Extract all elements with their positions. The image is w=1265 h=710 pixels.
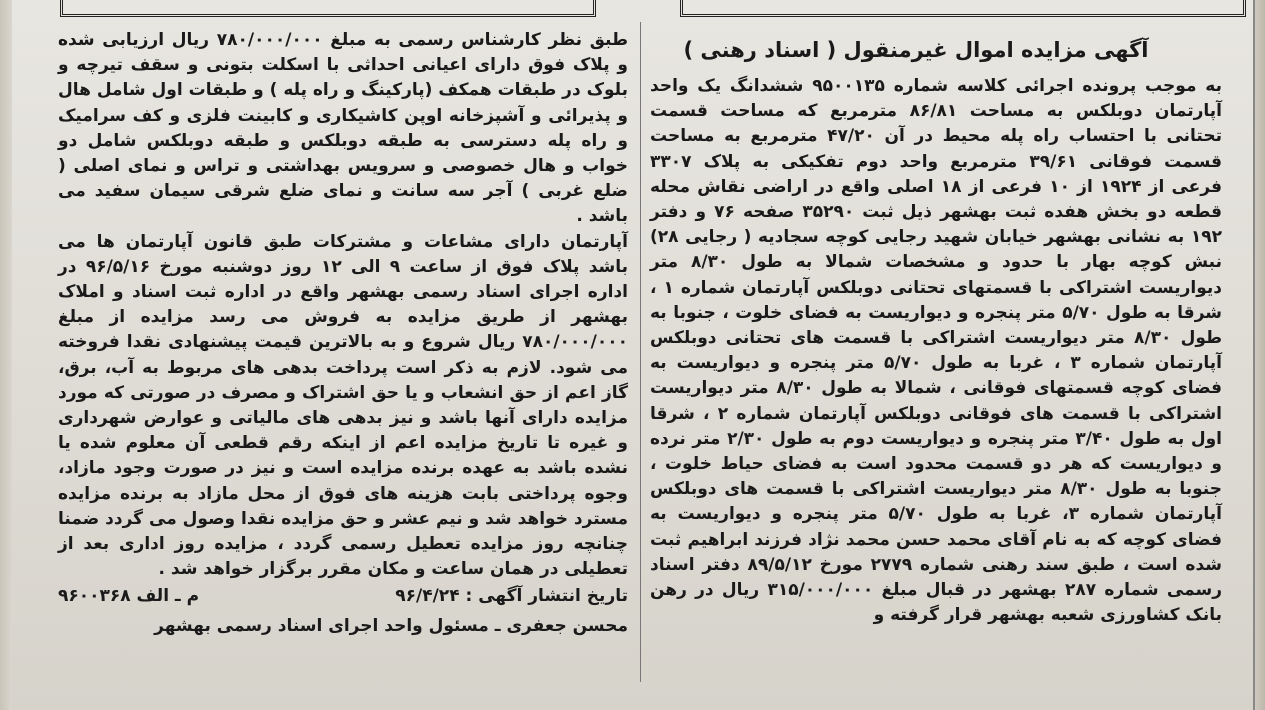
page-left-edge (0, 0, 12, 710)
page-right-edge (1253, 0, 1265, 710)
notice-right-column (650, 28, 1222, 628)
notice-title: آگهی مزایده اموال غیرمنقول ( اسناد رهنی ) (683, 38, 1149, 62)
notice-footer (58, 584, 628, 609)
publish-date: تاریخ انتشار آگهی : ۹۶/۴/۲۴ (395, 586, 628, 607)
signature-line: محسن جعفری ـ مسئول واحد اجرای اسناد رسمی بهشهر (154, 615, 628, 636)
top-frame-right (680, 0, 1246, 17)
notice-body-left-2: آپارتمان دارای مشاعات و مشترکات طبق قانون آپارتمان ها می باشد پلاک فوق از ساعت ۹ الی ۱۲ روز دوشنبه مورخ ۹۶/۵/۱۶ در اداره اجرای اسناد رسمی بهشهر واقع در اداره ثبت اسناد و املاک بهشهر از طریق مزایده به فروش می رسد مزایده از مبلغ ۷۸۰/۰۰۰/۰۰۰ ریال شروع و به بالاترین قیمت پیشنهادی نقدا فروخته می شود. لازم به ذکر است پرداخت بدهی های مربوط به آب، برق، گاز اعم از حق انشعاب و یا حق اشتراک و مصرف در صورتی که مورد مزایده دارای آنها باشد و نیز بدهی های مالیاتی و عوارض شهرداری و غیره تا تاریخ مزایده اعم از اینکه رقم قطعی آن معلوم شده یا نشده باشد به عهده برنده مزایده است و نیز در صورت وجود مازاد، وجوه پرداختی بابت هزینه های فوق از محل مازاد به برنده مزایده مسترد خواهد شد و نیم عشر و حق مزایده نقدا وصول می گردد ضمنا چنانچه روز مزایده تعطیل رسمی گردد ، مزایده روز اداری بعد از تعطیلی در همان ساعت و مکان مقرر برگزار خواهد شد . (58, 231, 629, 580)
top-frame-left (60, 0, 596, 17)
column-divider (640, 22, 641, 682)
notice-body-left-1: طبق نظر کارشناس رسمی به مبلغ ۷۸۰/۰۰۰/۰۰۰ ریال ارزیابی شده و پلاک فوق دارای اعیانی احداثی با اسکلت بتونی و سقف تیرچه و بلوک در طبقات همکف (پارکینگ و راه پله ) و طبقات اول شامل هال و پذیرائی و آشپزخانه اوپن کاشیکاری و کابینت فلزی و کف سرامیک و راه پله دسترسی به طبقه دوبلکس و طبقه دوبلکس شامل دو خواب و هال خصوصی و سرویس بهداشتی و تراس و نمای اصلی ( ضلع غربی ) آجر سه سانت و نمای ضلع شرقی سیمان سفید می باشد . (57, 30, 628, 227)
reference-code: م ـ الف ۹۶۰۰۳۶۸ (58, 586, 200, 607)
notice-body-right: به موجب پرونده اجرائی کلاسه شماره ۹۵۰۰۱۳۵ ششدانگ یک واحد آپارتمان دوبلکس به مساحت ۸۶/۸۱ مترمربع که مساحت قسمت تحتانی با احتساب راه پله محیط در آن ۴۷/۲۰ مترمربع به مساحت قسمت فوقانی ۳۹/۶۱ مترمربع واحد دوم تفکیکی به پلاک ۳۳۰۷ فرعی از ۱۹۲۴ از ۱۰ فرعی از ۱۸ اصلی واقع در اراضی نقاش محله قطعه دو بخش هفده ثبت بهشهر ذیل ثبت ۳۵۲۹۰ صفحه ۷۶ و دفتر ۱۹۲ به نشانی بهشهر خیابان شهید رجایی کوچه سجادیه ( رجایی ۲۸) نبش کوچه بهار با حدود و مشخصات شمالا به طول ۸/۳۰ متر دیواریست اشتراکی با قسمتهای تحتانی دوبلکس آپارتمان شماره ۱ ، شرقا به طول ۵/۷۰ متر پنجره و دیواریست به فضای خلوت ، جنوبا به طول ۸/۳۰ متر دیواریست اشتراکی با قسمت های تحتانی دوبلکس آپارتمان شماره ۳ ، غربا به طول ۵/۷۰ متر پنجره و دیواریست به فضای کوچه قسمتهای فوقانی ، شمالا به طول ۸/۳۰ متر دیواریست اشتراکی با قسمت های فوقانی دوبلکس آپارتمان شماره ۲ ، شرقا اول به طول ۳/۴۰ متر پنجره و دیواریست دوم به طول ۲/۳۰ متر نرده و دیواریست که هر دو قسمت محدود است به فضای حیاط خلوت ، جنوبا به طول ۸/۳۰ متر دیواریست اشتراکی با قسمت های دوبلکس آپارتمان شماره ۳، غربا به طول ۵/۷۰ متر پنجره و دیواریست به فضای کوچه که به نام آقای محمد حسن محمد نژاد فرزند ابراهیم ثبت شده است ، طبق سند رهنی شماره ۲۷۷۹ مورخ ۸۹/۵/۱۲ دفتر اسناد رسمی شماره ۲۸۷ بهشهر در قبال مبلغ ۳۱۵/۰۰۰/۰۰۰ ریال در رهن بانک کشاورزی شعبه بهشهر قرار گرفته و (650, 76, 1223, 626)
notice-left-column (58, 28, 628, 639)
